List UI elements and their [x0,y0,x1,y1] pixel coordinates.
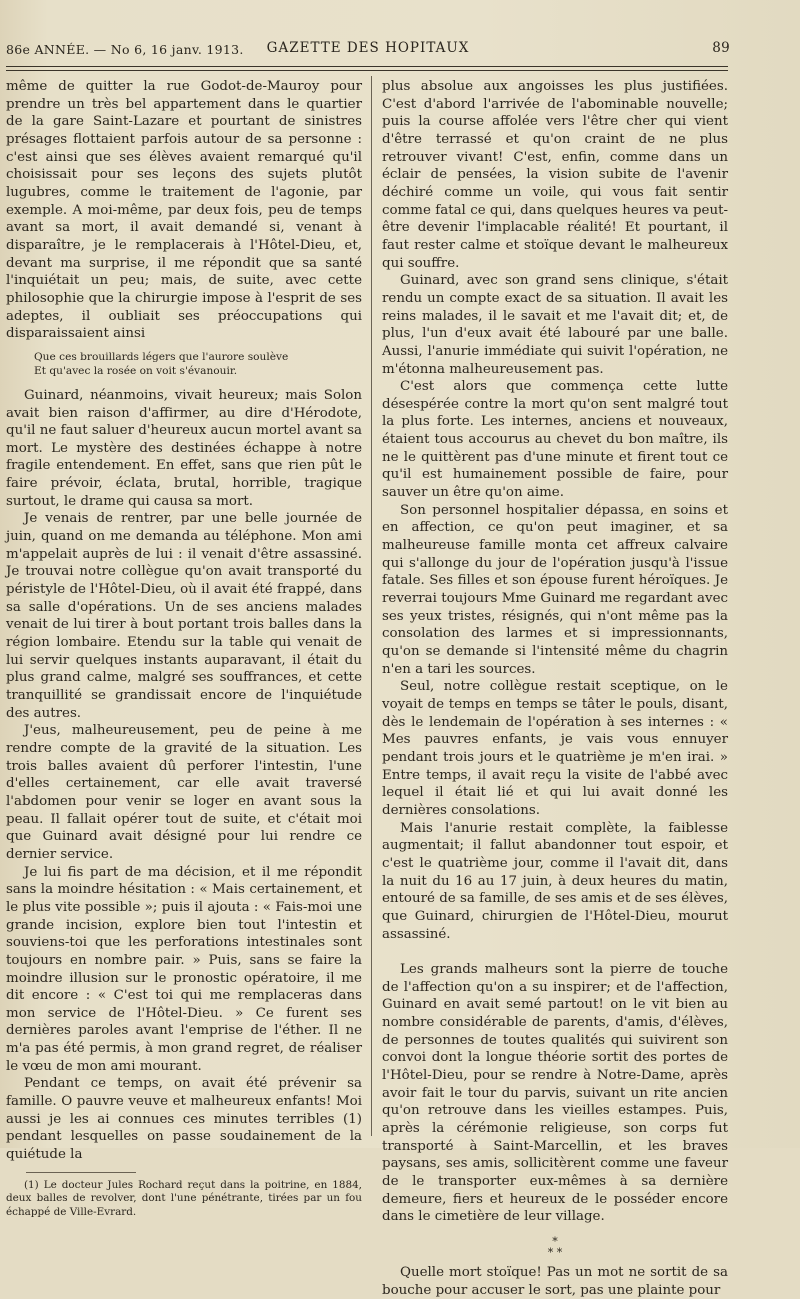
header-rule-thin [6,70,728,71]
paragraph: Guinard, néanmoins, vivait heureux; mais Solon avait bien raison d'affirmer, au dire d'Hérodote, qu'il ne faut saluer d'heureux aucun mortel avant sa mort. Le mystère des destinées échappe à notre fragile entendement. En effet, sans que rien pût le faire prévoir, éclata, brutal, horrible, tragique surtout, le drame qui causa sa mort. [6,387,362,509]
paragraph: Je venais de rentrer, par une belle journée de juin, quand on me demanda au téléphone. Mon ami m'appelait auprès de lui : il venait d'être assassiné. Je trouvai notre collègue qu'on avait transporté du péristyle de l'Hôtel-Dieu, où il avait été frappé, dans sa salle d'opérations. Un de ses anciens malades venait de lui tirer à bout portant trois balles dans la région lombaire. Etendu sur la table qui venait de lui servir quelques instants auparavant, il était du plus grand calme, malgré ses souffrances, et cette tranquillité se grandissait encore de l'inquiétude des autres. [6,511,362,721]
paragraph: C'est alors que commença cette lutte désespérée contre la mort qu'on sent malgré tout la plus forte. Les internes, anciens et nouveaux, étaient tous accourus au chevet du bon maître, ils ne le quittèrent pas d'une minute et firent tout ce qu'il est humainement possible de faire, pour sauver un être qu'on aime. [382,379,728,501]
paragraph: Quelle mort stoïque! Pas un mot ne sortit de sa bouche pour accuser le sort, pas une plainte pour [382,1265,728,1298]
verse-line: Et qu'avec la rosée on voit s'évanouir. [34,364,238,377]
section-gap [382,943,728,961]
paragraph: Seul, notre collègue restait sceptique, on le voyait de temps en temps se tâter le pouls, disant, dès le lendemain de l'opération à ses internes : « Mes pauvres enfants, je vais vous ennuyer pendant trois jours et le quatrième je m'en irai. » Entre temps, il avait reçu la visite de l'abbé avec lequel il était lié et qui lui avait donné les dernières consolations. [382,679,728,818]
paragraph: Pendant ce temps, on avait été prévenir sa famille. O pauvre veuve et malheureux enfants! Moi aussi je les ai connues ces minutes terribles (1) pendant lesquelles on passe soudainement de la quiétude la [6,1076,362,1163]
publication-title: GAZETTE DES HOPITAUX [266,40,470,56]
verse-quote [34,350,362,378]
paragraph: même de quitter la rue Godot-de-Mauroy pour prendre un très bel appartement dans le quartier de la gare Saint-Lazare et pourtant de sinistres présages flottaient parfois autour de sa personne : c'est ainsi que ses élèves avaient remarqué qu'il choisissait pour ses leçons des sujets plutôt lugubres, comme le traitement de l'agonie, par exemple. A moi-même, par deux fois, peu de temps avant sa mort, il avait demandé si, venant à disparaître, je le remplacerais à l'Hôtel-Dieu, et, devant ma surprise, il me répondit que sa santé l'inquiétait un peu; mais, de suite, avec cette philosophie que la chirurgie impose à l'esprit de ses adeptes, il oubliait ses préoccupations qui disparaissaient ainsi [6,79,362,342]
left-column [6,78,362,1219]
paragraph: plus absolue aux angoisses les plus justifiées. C'est d'abord l'arrivée de l'abominable nouvelle; puis la course affolée vers l'être cher qui vient d'être terrassé et qu'on craint de ne plus retrouver vivant! C'est, enfin, comme dans un éclair de pensées, la vision subite de l'avenir déchiré comme un voile, qui vous fait sentir comme fatal ce qui, dans quelques heures va peut-être devenir l'implacable réalité! Et pourtant, il faut rester calme et stoïque devant le malheureux qui souffre. [382,79,728,271]
footnote: (1) Le docteur Jules Rochard reçut dans la poitrine, en 1884, deux balles de revolver, dont l'une pénétrante, tirées par un fou échappé de Ville-Evrard. [6,1178,362,1218]
header-rule-thick [6,66,728,67]
paragraph: J'eus, malheureusement, peu de peine à me rendre compte de la gravité de la situation. Les trois balles avaient dû perforer l'intestin, l'une d'elles certainement, car elle avait traversé l'abdomen pour venir se loger en avant sous la peau. Il fallait opérer tout de suite, et c'était moi que Guinard avait désigné pour lui rendre ce dernier service. [6,723,362,862]
page-header [6,38,730,60]
page-number: 89 [712,40,730,56]
asterism-bottom: * * [547,1246,563,1259]
asterism [382,1236,728,1258]
paragraph: Guinard, avec son grand sens clinique, s'était rendu un compte exact de sa situation. Il avait les reins malades, il le savait et me l'avait dit; et, de plus, l'un d'eux avait été labouré par une balle. Aussi, l'anurie immédiate qui suivit l'opération, ne m'étonna malheureusement pas. [382,273,728,377]
paragraph: Les grands malheurs sont la pierre de touche de l'affection qu'on a su inspirer; et de l'affection, Guinard en avait semé partout! on le vit bien au nombre considérable de parents, d'amis, d'élèves, de personnes de toutes qualités qui suivirent son convoi dont la longue théorie sortit des portes de l'Hôtel-Dieu, pour se rendre à Notre-Dame, après avoir fait le tour du parvis, suivant un rite ancien qu'on retrouve dans les vieilles estampes. Puis, après la cérémonie religieuse, son corps fut transporté à Saint-Marcellin, et les braves paysans, ses amis, sollicitèrent comme une faveur de le transporter eux-mêmes à sa dernière demeure, fiers et heureux de le posséder encore dans le cimetière de leur village. [382,962,728,1225]
verse-line: Que ces brouillards légers que l'aurore soulève [34,350,289,363]
right-column [382,78,728,1299]
column-divider [371,76,372,1136]
paragraph: Son personnel hospitalier dépassa, en soins et en affection, ce qu'on peut imaginer, et sa malheureuse famille monta cet affreux calvaire qui s'allonge du jour de l'opération jusqu'à l'issue fatale. Ses filles et son épouse furent héroïques. Je reverrai toujours Mme Guinard me regardant avec ses yeux tristes, résignés, qui n'ont même pas la consolation des larmes et si impressionnants, qu'on se demande si l'intensité même du chagrin n'en a tari les sources. [382,502,728,677]
footnote-rule [26,1172,136,1173]
paragraph: Je lui fis part de ma décision, et il me répondit sans la moindre hésitation : « Mais certainement, et le plus vite possible »; puis il ajouta : « Fais-moi une grande incision, explore bien tout l'intestin et souviens-toi que les perforations intestinales sont toujours en nombre pair. » Puis, sans se faire la moindre illusion sur le pronostic opératoire, il me dit encore : « C'est toi qui me remplaceras dans mon service de l'Hôtel-Dieu. » Ce furent ses dernières paroles avant l'emprise de l'éther. Il ne m'a pas été permis, à mon grand regret, de réaliser le vœu de mon ami mourant. [6,864,362,1074]
asterism-top: * [552,1235,558,1248]
issue-info: 86e ANNÉE. — No 6, 16 janv. 1913. [6,42,244,57]
paragraph: Mais l'anurie restait complète, la faiblesse augmentait; il fallut abandonner tout espoir, et c'est le quatrième jour, comme il l'avait dit, dans la nuit du 16 au 17 juin, à deux heures du matin, entouré de sa famille, de ses amis et de ses élèves, que Guinard, chirurgien de l'Hôtel-Dieu, mourut assassiné. [382,820,728,942]
